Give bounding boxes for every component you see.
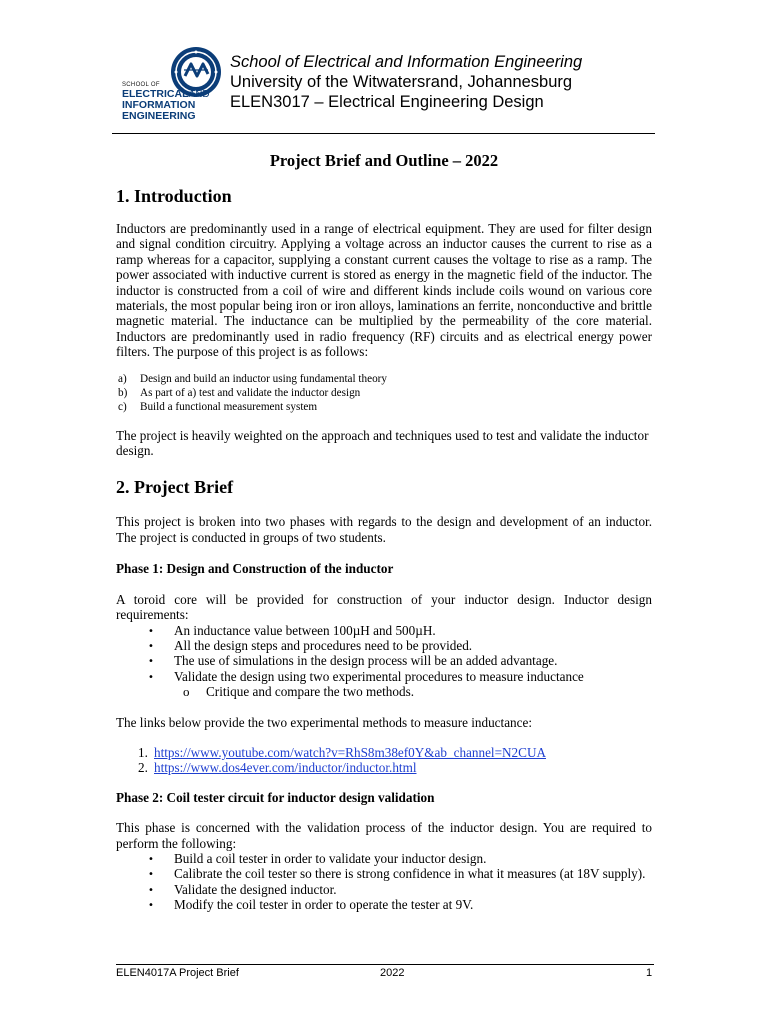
page-header <box>112 42 657 134</box>
dos4ever-link[interactable]: https://www.dos4ever.com/inductor/inductor.html <box>154 760 417 776</box>
header-divider <box>112 133 655 134</box>
list-item-text: The use of simulations in the design process will be an added advantage. <box>174 653 558 669</box>
phase1-heading: Phase 1: Design and Construction of the inductor <box>116 561 394 577</box>
list-item-text: Build a coil tester in order to validate your inductor design. <box>174 850 487 866</box>
purpose-list <box>116 372 652 414</box>
list-item <box>116 851 652 866</box>
list-item <box>116 745 652 760</box>
list-item-text: As part of a) test and validate the inductor design <box>140 386 361 399</box>
phase1-requirements-list <box>116 623 652 700</box>
list-item-text: Validate the designed inductor. <box>174 881 337 897</box>
footer-left: ELEN4017A Project Brief <box>116 967 239 979</box>
header-text-block <box>230 52 582 112</box>
list-item-text: An inductance value between 100µH and 500µH. <box>174 622 436 638</box>
phase1-paragraph: A toroid core will be provided for construction of your inductor design. Inductor design requirements: <box>116 591 652 623</box>
document-title: Project Brief and Outline – 2022 <box>269 151 499 170</box>
list-item <box>116 882 652 897</box>
list-item <box>116 866 652 881</box>
list-item-text: All the design steps and procedures need to be provided. <box>174 637 473 653</box>
list-marker: c) <box>118 400 127 413</box>
list-item <box>116 760 652 775</box>
list-item <box>116 386 652 400</box>
phase2-heading: Phase 2: Coil tester circuit for inductor design validation <box>116 789 435 805</box>
list-item <box>116 400 652 414</box>
list-item <box>116 623 652 638</box>
list-item-text: Critique and compare the two methods. <box>206 684 415 700</box>
bullet-icon: • <box>148 900 154 912</box>
list-number: 2. <box>138 760 148 776</box>
bullet-icon: • <box>148 671 154 683</box>
list-item-text: Validate the design using two experimental procedures to measure inductance <box>174 668 584 684</box>
introduction-heading: 1. Introduction <box>116 186 232 206</box>
bullet-icon: • <box>148 656 154 668</box>
school-name: School of Electrical and Information Engineering <box>230 53 583 71</box>
bullet-icon: • <box>148 640 154 652</box>
list-item-text: Design and build an inductor using fundamental theory <box>140 372 388 385</box>
bullet-icon: • <box>148 853 154 865</box>
measurement-links-list <box>116 745 652 776</box>
list-marker: a) <box>118 372 127 385</box>
list-item-text: Build a functional measurement system <box>140 400 318 413</box>
list-item <box>116 653 652 668</box>
list-item <box>116 638 652 653</box>
document-body <box>116 148 652 913</box>
bullet-icon: • <box>148 884 154 896</box>
introduction-paragraph: Inductors are predominantly used in a range of electrical equipment. They are used for filter design and signal condition circuitry. Applying a voltage across an inductor causes the current to rise as a ramp whereas for a capacitor, supplying a constant current causes the voltage to rise as a ramp. The power associated with inductive current is stored as energy in the magnetic field of the inductor. The inductor is constructed from a coil of wire and different kinds include coils wound on various core materials, the most popular being iron or iron alloys, laminations an ferrite, nonconductive and brittle magnetic material. The inductance can be multiplied by the permeability of the core material. Inductors are predominantly used in radio frequency (RF) circuits and as electrical energy power filters. The purpose of this project is as follows: <box>116 221 652 360</box>
bullet-icon: • <box>148 869 154 881</box>
project-brief-heading: 2. Project Brief <box>116 477 234 498</box>
sub-list-item <box>116 684 652 699</box>
course-name: ELEN3017 – Electrical Engineering Design <box>230 93 544 111</box>
list-item-text: Modify the coil tester in order to operate the tester at 9V. <box>174 897 474 913</box>
youtube-link[interactable]: https://www.youtube.com/watch?v=RhS8m38ef0Y&ab_channel=N2CUA <box>154 744 546 760</box>
footer-year: 2022 <box>380 967 405 979</box>
university-name: University of the Witwatersrand, Johannesburg <box>230 73 573 91</box>
list-item <box>116 372 652 386</box>
list-number: 1. <box>138 744 148 760</box>
project-brief-paragraph: This project is broken into two phases with regards to the design and development of an inductor. The project is conducted in groups of two students. <box>116 514 652 545</box>
logo-and-text: AND <box>188 89 210 100</box>
logo-line-engineering: ENGINEERING <box>122 110 196 122</box>
logo-electrical-text: ELECTRICAL <box>122 88 189 100</box>
links-intro: The links below provide the two experimental methods to measure inductance: <box>116 714 533 730</box>
logo-line-information: INFORMATION <box>122 99 196 111</box>
introduction-closing: The project is heavily weighted on the approach and techniques used to test and validate the inductor design. <box>116 427 649 459</box>
page-number: 1 <box>646 967 653 979</box>
list-item-text: Calibrate the coil tester so there is strong confidence in what it measures (at 18V supply). <box>174 866 646 882</box>
phase2-paragraph: This phase is concerned with the validation process of the inductor design. You are required to perform the following: <box>116 820 652 851</box>
logo-school-of: SCHOOL OF <box>122 82 160 88</box>
phase2-tasks-list <box>116 851 652 913</box>
list-item <box>116 669 652 684</box>
sub-bullet-marker: o <box>183 684 190 700</box>
list-marker: b) <box>118 386 128 399</box>
list-item <box>116 897 652 912</box>
school-logo <box>112 42 224 128</box>
bullet-icon: • <box>148 625 154 637</box>
footer-divider <box>116 964 654 965</box>
